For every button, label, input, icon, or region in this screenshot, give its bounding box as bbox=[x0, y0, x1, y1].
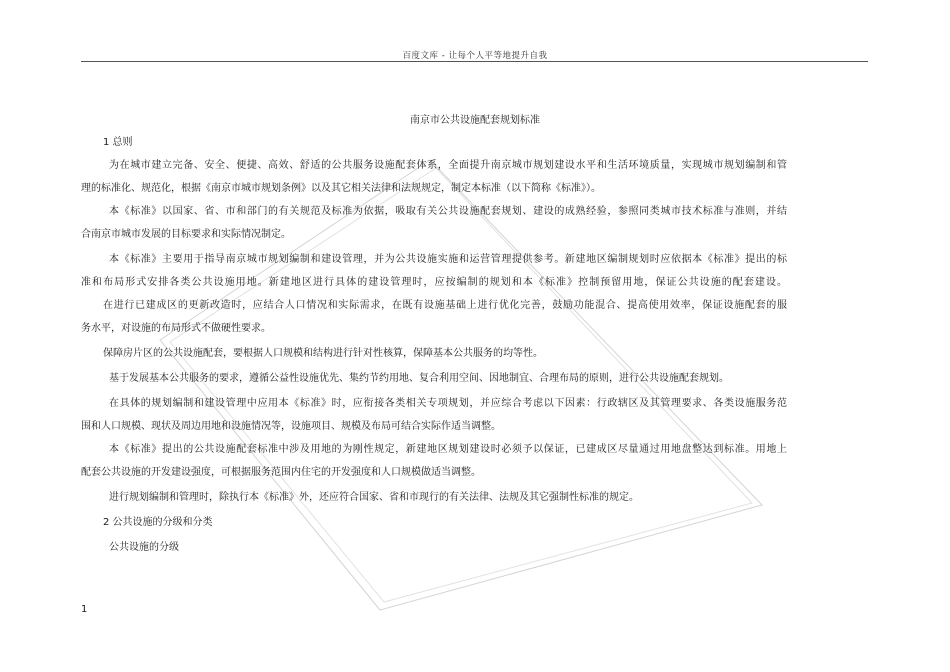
paragraph-line: 为在城市建立完备、安全、便捷、高效、舒适的公共服务设施配套体系，全面提升南京城市规划建设水平和生活环境质量，实现城市规划编制和管 bbox=[109, 160, 787, 171]
paragraph-line: 务水平，对设施的布局形式不做硬性要求。 bbox=[81, 323, 271, 334]
paragraph-line: 保障房片区的公共设施配套，要根据人口规模和结构进行针对性核算，保障基本公共服务的均等性。 bbox=[103, 348, 543, 359]
paragraph-line: 基于发展基本公共服务的要求，遵循公益性设施优先、集约节约用地、复合利用空间、因地制宜、合理布局的原则，进行公共设施配套规划。 bbox=[109, 373, 729, 384]
paragraph-line: 本《标准》主要用于指导南京城市规划编制和建设管理，并为公共设施实施和运营管理提供参考。新建地区编制规划时应依据本《标准》提出的标 bbox=[109, 254, 787, 265]
document-title: 南京市公共设施配套规划标准 bbox=[410, 115, 540, 126]
paragraph-line: 进行规划编制和管理时，除执行本《标准》外，还应符合国家、省和市现行的有关法律、法规及其它强制性标准的规定。 bbox=[109, 492, 639, 503]
paragraph-line: 合南京市城市发展的目标要求和实际情况制定。 bbox=[81, 229, 291, 240]
paragraph-line: 本《标准》提出的公共设施配套标准中涉及用地的为刚性规定，新建地区规划建设时必须予以保证，已建成区尽量通过用地盘整达到标准。用地上 bbox=[109, 444, 787, 455]
paragraph-line: 本《标准》以国家、省、市和部门的有关规范及标准为依据，吸取有关公共设施配套规划、建设的成熟经验，参照同类城市技术标准与准则，并结 bbox=[109, 206, 787, 217]
paragraph-line: 配套公共设施的开发建设强度，可根据服务范围内住宅的开发强度和人口规模做适当调整。 bbox=[81, 467, 481, 478]
section-heading: 1 总则 bbox=[103, 137, 133, 148]
paragraph-line: 理的标准化、规范化，根据《南京市城市规划条例》以及其它相关法律和法规规定，制定本标准（以下简称《标准》）。 bbox=[81, 183, 601, 194]
page-number: 1 bbox=[81, 604, 88, 615]
subsection-heading: 公共设施的分级 bbox=[109, 542, 179, 553]
section-heading: 2 公共设施的分级和分类 bbox=[103, 517, 213, 528]
page-header: 百度文库 - 让每个人平等地提升自我 bbox=[402, 51, 548, 61]
header-divider bbox=[81, 61, 868, 62]
paragraph-line: 在进行已建成区的更新改造时，应结合人口情况和实际需求，在既有设施基础上进行优化完善，鼓励功能混合、提高使用效率，保证设施配套的服 bbox=[103, 300, 787, 311]
paragraph-line: 准和布局形式安排各类公共设施用地。新建地区进行具体的建设管理时，应按编制的规划和本《标准》控制预留用地，保证公共设施的配套建设。 bbox=[81, 277, 787, 288]
paragraph-line: 在具体的规划编制和建设管理中应用本《标准》时，应衔接各类相关专项规划，并应综合考虑以下因素：行政辖区及其管理要求、各类设施服务范 bbox=[109, 398, 787, 409]
paragraph-line: 围和人口规模、现状及周边用地和设施情况等，设施项目、规模及布局可结合实际作适当调整。 bbox=[81, 421, 501, 432]
